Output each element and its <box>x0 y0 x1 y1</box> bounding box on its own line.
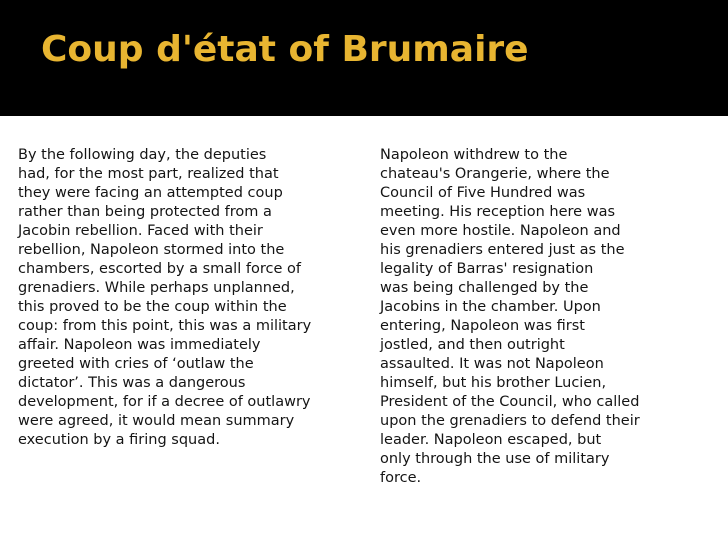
right-column-line: his grenadiers entered just as the <box>380 242 625 258</box>
slide-title: Coup d'état of Brumaire <box>41 29 529 70</box>
left-column-line: chambers, escorted by a small force of <box>18 261 301 277</box>
right-column-line: chateau's Orangerie, where the <box>380 166 610 182</box>
right-column-line: legality of Barras' resignation <box>380 261 594 277</box>
left-column-line: coup: from this point, this was a military <box>18 318 312 334</box>
left-column-line: development, for if a decree of outlawry <box>18 394 311 410</box>
right-column-line: assaulted. It was not Napoleon <box>380 356 604 372</box>
right-column-line: was being challenged by the <box>380 280 589 296</box>
right-column-line: leader. Napoleon escaped, but <box>380 432 602 448</box>
left-column-line: they were facing an attempted coup <box>18 185 283 201</box>
right-column-line: Jacobins in the chamber. Upon <box>380 299 601 315</box>
right-column-line: jostled, and then outright <box>380 337 565 353</box>
left-column-line: execution by a firing squad. <box>18 432 220 448</box>
left-column-line: had, for the most part, realized that <box>18 166 279 182</box>
left-column-line: grenadiers. While perhaps unplanned, <box>18 280 295 296</box>
right-column-line: even more hostile. Napoleon and <box>380 223 621 239</box>
left-column-line: this proved to be the coup within the <box>18 299 287 315</box>
left-column-line: affair. Napoleon was immediately <box>18 337 261 353</box>
right-column-line: meeting. His reception here was <box>380 204 616 220</box>
right-column-line: President of the Council, who called <box>380 394 640 410</box>
left-column-line: rebellion, Napoleon stormed into the <box>18 242 285 258</box>
left-column-line: rather than being protected from a <box>18 204 272 220</box>
left-column-line: By the following day, the deputies <box>18 147 267 163</box>
left-column-line: dictator’. This was a dangerous <box>18 375 246 391</box>
right-column-line: upon the grenadiers to defend their <box>380 413 640 429</box>
right-column-line: Council of Five Hundred was <box>380 185 586 201</box>
left-column-line: greeted with cries of ‘outlaw the <box>18 356 254 372</box>
right-column-line: himself, but his brother Lucien, <box>380 375 607 391</box>
left-column-line: were agreed, it would mean summary <box>18 413 295 429</box>
right-text-column <box>380 146 710 488</box>
left-text-column <box>18 146 358 450</box>
right-column-line: entering, Napoleon was first <box>380 318 585 334</box>
right-column-line: Napoleon withdrew to the <box>380 147 568 163</box>
left-column-line: Jacobin rebellion. Faced with their <box>18 223 263 239</box>
title-band <box>0 0 728 116</box>
right-column-line: force. <box>380 470 422 486</box>
right-column-line: only through the use of military <box>380 451 610 467</box>
